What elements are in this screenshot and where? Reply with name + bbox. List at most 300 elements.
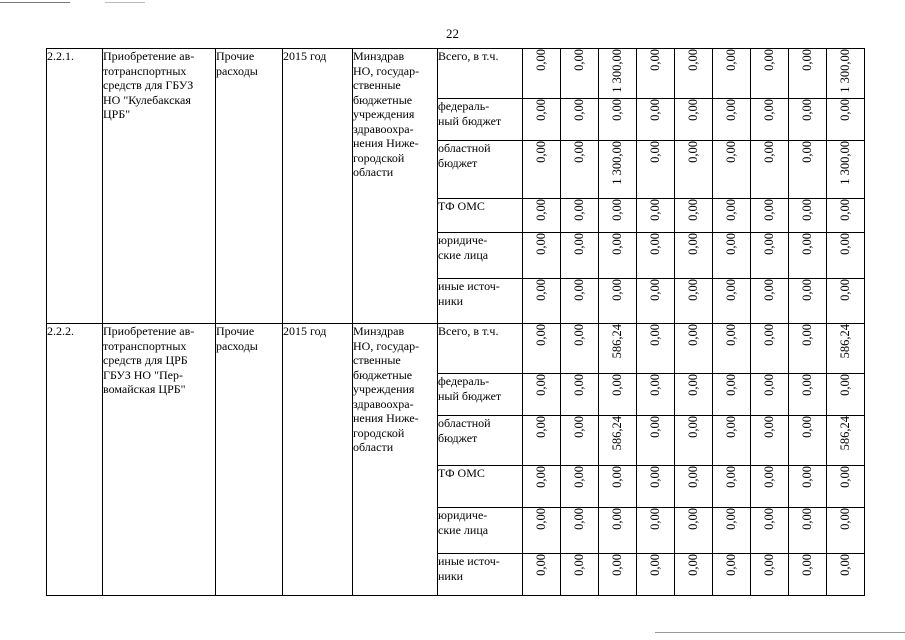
executor-cell [353,49,438,324]
value: 0,00 [800,199,814,221]
value-cell [827,324,865,374]
value-cell [751,324,789,374]
value-cell [637,416,675,466]
value: 0,00 [534,324,548,346]
expense-type-cell [216,324,283,596]
value-cell [523,508,561,554]
value-cell [561,99,599,141]
value-cell [637,233,675,279]
funding-source-label: ские лица [438,247,489,262]
value-cell [713,279,751,324]
value-cell [751,99,789,141]
value: 0,00 [534,49,548,71]
value: 0,00 [686,99,700,121]
value-cell [599,199,637,233]
value: 0,00 [838,233,852,255]
table-row [47,49,865,99]
value: 0,00 [648,99,662,121]
value: 0,00 [534,279,548,301]
value-cell [789,508,827,554]
funding-source-cell [438,554,523,596]
funding-source-cell [438,199,523,233]
scan-artifact-line [105,2,145,3]
funding-source-cell [438,508,523,554]
value: 0,00 [724,466,738,488]
value: 0,00 [648,141,662,163]
value-cell [599,508,637,554]
value: 0,00 [534,508,548,530]
value-cell [561,233,599,279]
funding-source-cell [438,324,523,374]
value-cell [713,416,751,466]
executor-line: нения Ниже- [353,136,419,150]
value-cell [637,99,675,141]
value-cell [637,324,675,374]
funding-source-label: областной [438,416,491,430]
value-cell [751,374,789,416]
value: 0,00 [724,199,738,221]
expense-type-line: расходы [216,338,258,353]
value-cell [789,279,827,324]
funding-source-cell [438,99,523,141]
value-cell [675,279,713,324]
value-cell [789,141,827,199]
value: 0,00 [572,199,586,221]
value: 0,00 [534,99,548,121]
expense-type-cell [216,49,283,324]
value: 0,00 [610,279,624,301]
executor-line: нения Ниже- [353,411,419,425]
value: 0,00 [610,508,624,530]
value: 0,00 [800,279,814,301]
expense-type-line: Прочие [216,49,255,63]
item-name-line: средств для ГБУЗ [103,78,194,92]
value: 0,00 [534,141,548,163]
value-cell [789,99,827,141]
executor-line: Минздрав [353,49,405,63]
executor-line: НО, государ- [353,63,420,78]
value: 0,00 [762,374,776,396]
funding-source-label: юридиче- [438,508,488,522]
value: 0,00 [724,49,738,71]
value-cell [637,466,675,508]
funding-source-label: Всего, в т.ч. [438,49,499,63]
value: 0,00 [610,466,624,488]
value-cell [561,324,599,374]
item-name-line: средств для ЦРБ [103,353,188,367]
value-cell [713,508,751,554]
value: 0,00 [610,233,624,255]
value-cell [789,416,827,466]
value: 0,00 [686,508,700,530]
value: 0,00 [686,466,700,488]
value: 0,00 [686,324,700,346]
value-cell [637,141,675,199]
value-cell [561,508,599,554]
executor-line: области [353,440,394,454]
executor-line: ственные [353,78,401,92]
funding-source-label: ские лица [438,522,489,537]
value: 0,00 [762,554,776,576]
value-cell [827,374,865,416]
value: 1 300,00 [610,141,624,185]
value: 0,00 [572,324,586,346]
value: 0,00 [648,416,662,438]
item-name-line: Приобретение ав- [103,324,195,338]
funding-source-label: областной [438,141,491,155]
expense-type-line: Прочие [216,324,255,338]
value-cell [675,233,713,279]
value: 0,00 [648,279,662,301]
value-cell [789,233,827,279]
funding-source-label: ники [438,568,464,583]
value: 0,00 [648,199,662,221]
funding-source-label: ТФ ОМС [438,199,485,213]
item-name-line: ГБУЗ НО "Пер- [103,367,183,382]
funding-source-label: иные источ- [438,279,500,293]
value: 0,00 [838,374,852,396]
executor-line: ственные [353,353,401,367]
value-cell [523,554,561,596]
value: 0,00 [800,141,814,163]
value-cell [675,141,713,199]
value-cell [751,279,789,324]
executor-line: Минздрав [353,324,405,338]
value: 0,00 [800,324,814,346]
value-cell [675,324,713,374]
value-cell [599,233,637,279]
value-cell [713,324,751,374]
value-cell [561,199,599,233]
value-cell [561,466,599,508]
item-code-cell [47,324,103,596]
value-cell [675,49,713,99]
value-cell [523,374,561,416]
value-cell [561,141,599,199]
value-cell [523,99,561,141]
value-cell [751,141,789,199]
funding-source-cell [438,374,523,416]
item-name-cell [103,49,216,324]
value: 0,00 [800,508,814,530]
value: 0,00 [724,324,738,346]
value: 0,00 [648,374,662,396]
value: 0,00 [572,416,586,438]
value-cell [675,374,713,416]
funding-source-label: бюджет [438,155,478,170]
funding-source-label: иные источ- [438,554,500,568]
value-cell [827,141,865,199]
value: 0,00 [686,374,700,396]
value-cell [637,279,675,324]
value: 0,00 [610,374,624,396]
year-cell [283,324,353,596]
value: 0,00 [838,99,852,121]
page-number: 22 [446,26,459,41]
value-cell [523,233,561,279]
value-cell [599,99,637,141]
value-cell [827,508,865,554]
funding-source-cell [438,416,523,466]
value: 0,00 [724,416,738,438]
value-cell [523,199,561,233]
value-cell [675,199,713,233]
value-cell [827,279,865,324]
value: 0,00 [762,508,776,530]
value: 0,00 [648,233,662,255]
value: 0,00 [534,554,548,576]
value: 0,00 [800,99,814,121]
value-cell [599,416,637,466]
item-code: 2.2.2. [47,324,74,338]
value: 0,00 [648,49,662,71]
value-cell [713,233,751,279]
executor-line: здравоохра- [353,396,414,411]
expense-type-line: расходы [216,63,258,78]
value-cell [599,466,637,508]
value-cell [827,554,865,596]
value-cell [789,554,827,596]
value: 1 300,00 [610,49,624,93]
value: 0,00 [724,374,738,396]
value: 0,00 [686,416,700,438]
value: 0,00 [724,508,738,530]
value: 0,00 [534,374,548,396]
item-code: 2.2.1. [47,49,74,63]
executor-line: учреждения [353,107,415,121]
value-cell [713,49,751,99]
value-cell [675,508,713,554]
value-cell [561,49,599,99]
value: 0,00 [686,554,700,576]
value-cell [751,508,789,554]
value: 0,00 [724,233,738,255]
funding-source-label: ный бюджет [438,388,502,403]
item-name-line: тотранспортных [103,63,187,78]
funding-source-label: бюджет [438,430,478,445]
funding-source-label: федераль- [438,374,490,388]
item-code-cell [47,49,103,324]
executor-line: городской [353,150,405,165]
executor-line: здравоохра- [353,121,414,136]
value-cell [827,49,865,99]
value-cell [561,374,599,416]
budget-table [46,48,865,596]
value: 0,00 [762,233,776,255]
funding-source-cell [438,466,523,508]
value: 0,00 [686,141,700,163]
value: 0,00 [800,49,814,71]
value-cell [751,199,789,233]
scan-artifact-line [655,632,905,633]
value-cell [523,466,561,508]
value: 0,00 [838,466,852,488]
funding-source-label: ТФ ОМС [438,466,485,480]
value: 0,00 [572,49,586,71]
funding-source-cell [438,141,523,199]
value: 0,00 [534,416,548,438]
value-cell [599,141,637,199]
year: 2015 год [283,49,327,63]
value: 0,00 [724,279,738,301]
value-cell [713,554,751,596]
value: 0,00 [762,199,776,221]
value: 0,00 [534,233,548,255]
funding-source-label: юридиче- [438,233,488,247]
value: 0,00 [648,554,662,576]
funding-source-cell [438,49,523,99]
value: 0,00 [686,49,700,71]
value: 0,00 [724,99,738,121]
value: 0,00 [534,199,548,221]
value: 0,00 [724,554,738,576]
value-cell [523,49,561,99]
value: 586,24 [610,416,624,451]
item-name-line: Приобретение ав- [103,49,195,63]
value: 0,00 [838,508,852,530]
value: 0,00 [572,374,586,396]
value-cell [599,324,637,374]
value-cell [599,279,637,324]
value-cell [675,99,713,141]
executor-cell [353,324,438,596]
value: 0,00 [762,49,776,71]
funding-source-label: ный бюджет [438,113,502,128]
value: 0,00 [762,99,776,121]
value: 0,00 [648,508,662,530]
value-cell [751,416,789,466]
value: 0,00 [762,466,776,488]
value-cell [713,141,751,199]
year: 2015 год [283,324,327,338]
value: 1 300,00 [838,49,852,93]
value-cell [637,554,675,596]
value-cell [827,416,865,466]
executor-line: учреждения [353,382,415,396]
value: 0,00 [572,554,586,576]
value-cell [789,324,827,374]
value: 586,24 [838,416,852,451]
value-cell [751,554,789,596]
value: 0,00 [572,466,586,488]
value: 0,00 [686,199,700,221]
value: 0,00 [762,416,776,438]
value: 0,00 [800,374,814,396]
scan-artifact-line [0,2,70,3]
executor-line: бюджетные [353,92,413,107]
value-cell [561,554,599,596]
executor-line: НО, государ- [353,338,420,353]
value-cell [561,416,599,466]
value-cell [789,466,827,508]
value: 0,00 [838,199,852,221]
value: 1 300,00 [838,141,852,185]
value-cell [789,199,827,233]
value-cell [599,554,637,596]
value-cell [751,49,789,99]
value-cell [789,374,827,416]
item-name-line: ЦРБ" [103,107,131,121]
executor-line: области [353,165,394,179]
value-cell [827,233,865,279]
item-name-line: НО "Кулебакская [103,92,191,107]
value-cell [523,279,561,324]
value: 0,00 [800,466,814,488]
funding-source-label: Всего, в т.ч. [438,324,499,338]
funding-source-cell [438,233,523,279]
value: 0,00 [724,141,738,163]
table-row [47,324,865,374]
value: 0,00 [800,233,814,255]
year-cell [283,49,353,324]
value: 0,00 [572,279,586,301]
value-cell [751,233,789,279]
value-cell [713,466,751,508]
value: 0,00 [648,324,662,346]
value-cell [713,99,751,141]
value: 0,00 [762,141,776,163]
value-cell [713,199,751,233]
value-cell [637,374,675,416]
item-name-line: тотранспортных [103,338,187,353]
value: 0,00 [610,99,624,121]
value-cell [523,416,561,466]
value: 0,00 [762,324,776,346]
value-cell [637,199,675,233]
funding-source-cell [438,279,523,324]
funding-source-label: федераль- [438,99,490,113]
value-cell [523,141,561,199]
item-name-line: вомайская ЦРБ" [103,382,186,396]
value: 0,00 [648,466,662,488]
value-cell [789,49,827,99]
value-cell [827,199,865,233]
executor-line: бюджетные [353,367,413,382]
value: 0,00 [762,279,776,301]
value: 0,00 [572,233,586,255]
value: 586,24 [610,324,624,359]
value-cell [599,374,637,416]
value-cell [827,99,865,141]
value: 0,00 [572,508,586,530]
value-cell [637,508,675,554]
value-cell [637,49,675,99]
value-cell [599,49,637,99]
value: 0,00 [686,233,700,255]
value: 0,00 [610,554,624,576]
value: 0,00 [800,554,814,576]
value-cell [751,466,789,508]
item-name-cell [103,324,216,596]
value: 0,00 [800,416,814,438]
value: 0,00 [572,99,586,121]
value: 586,24 [838,324,852,359]
value: 0,00 [534,466,548,488]
value-cell [827,466,865,508]
funding-source-label: ники [438,293,464,308]
value: 0,00 [610,199,624,221]
value: 0,00 [838,554,852,576]
value: 0,00 [572,141,586,163]
value: 0,00 [686,279,700,301]
value-cell [523,324,561,374]
value-cell [675,554,713,596]
value-cell [713,374,751,416]
value-cell [561,279,599,324]
executor-line: городской [353,425,405,440]
value-cell [675,416,713,466]
value: 0,00 [838,279,852,301]
